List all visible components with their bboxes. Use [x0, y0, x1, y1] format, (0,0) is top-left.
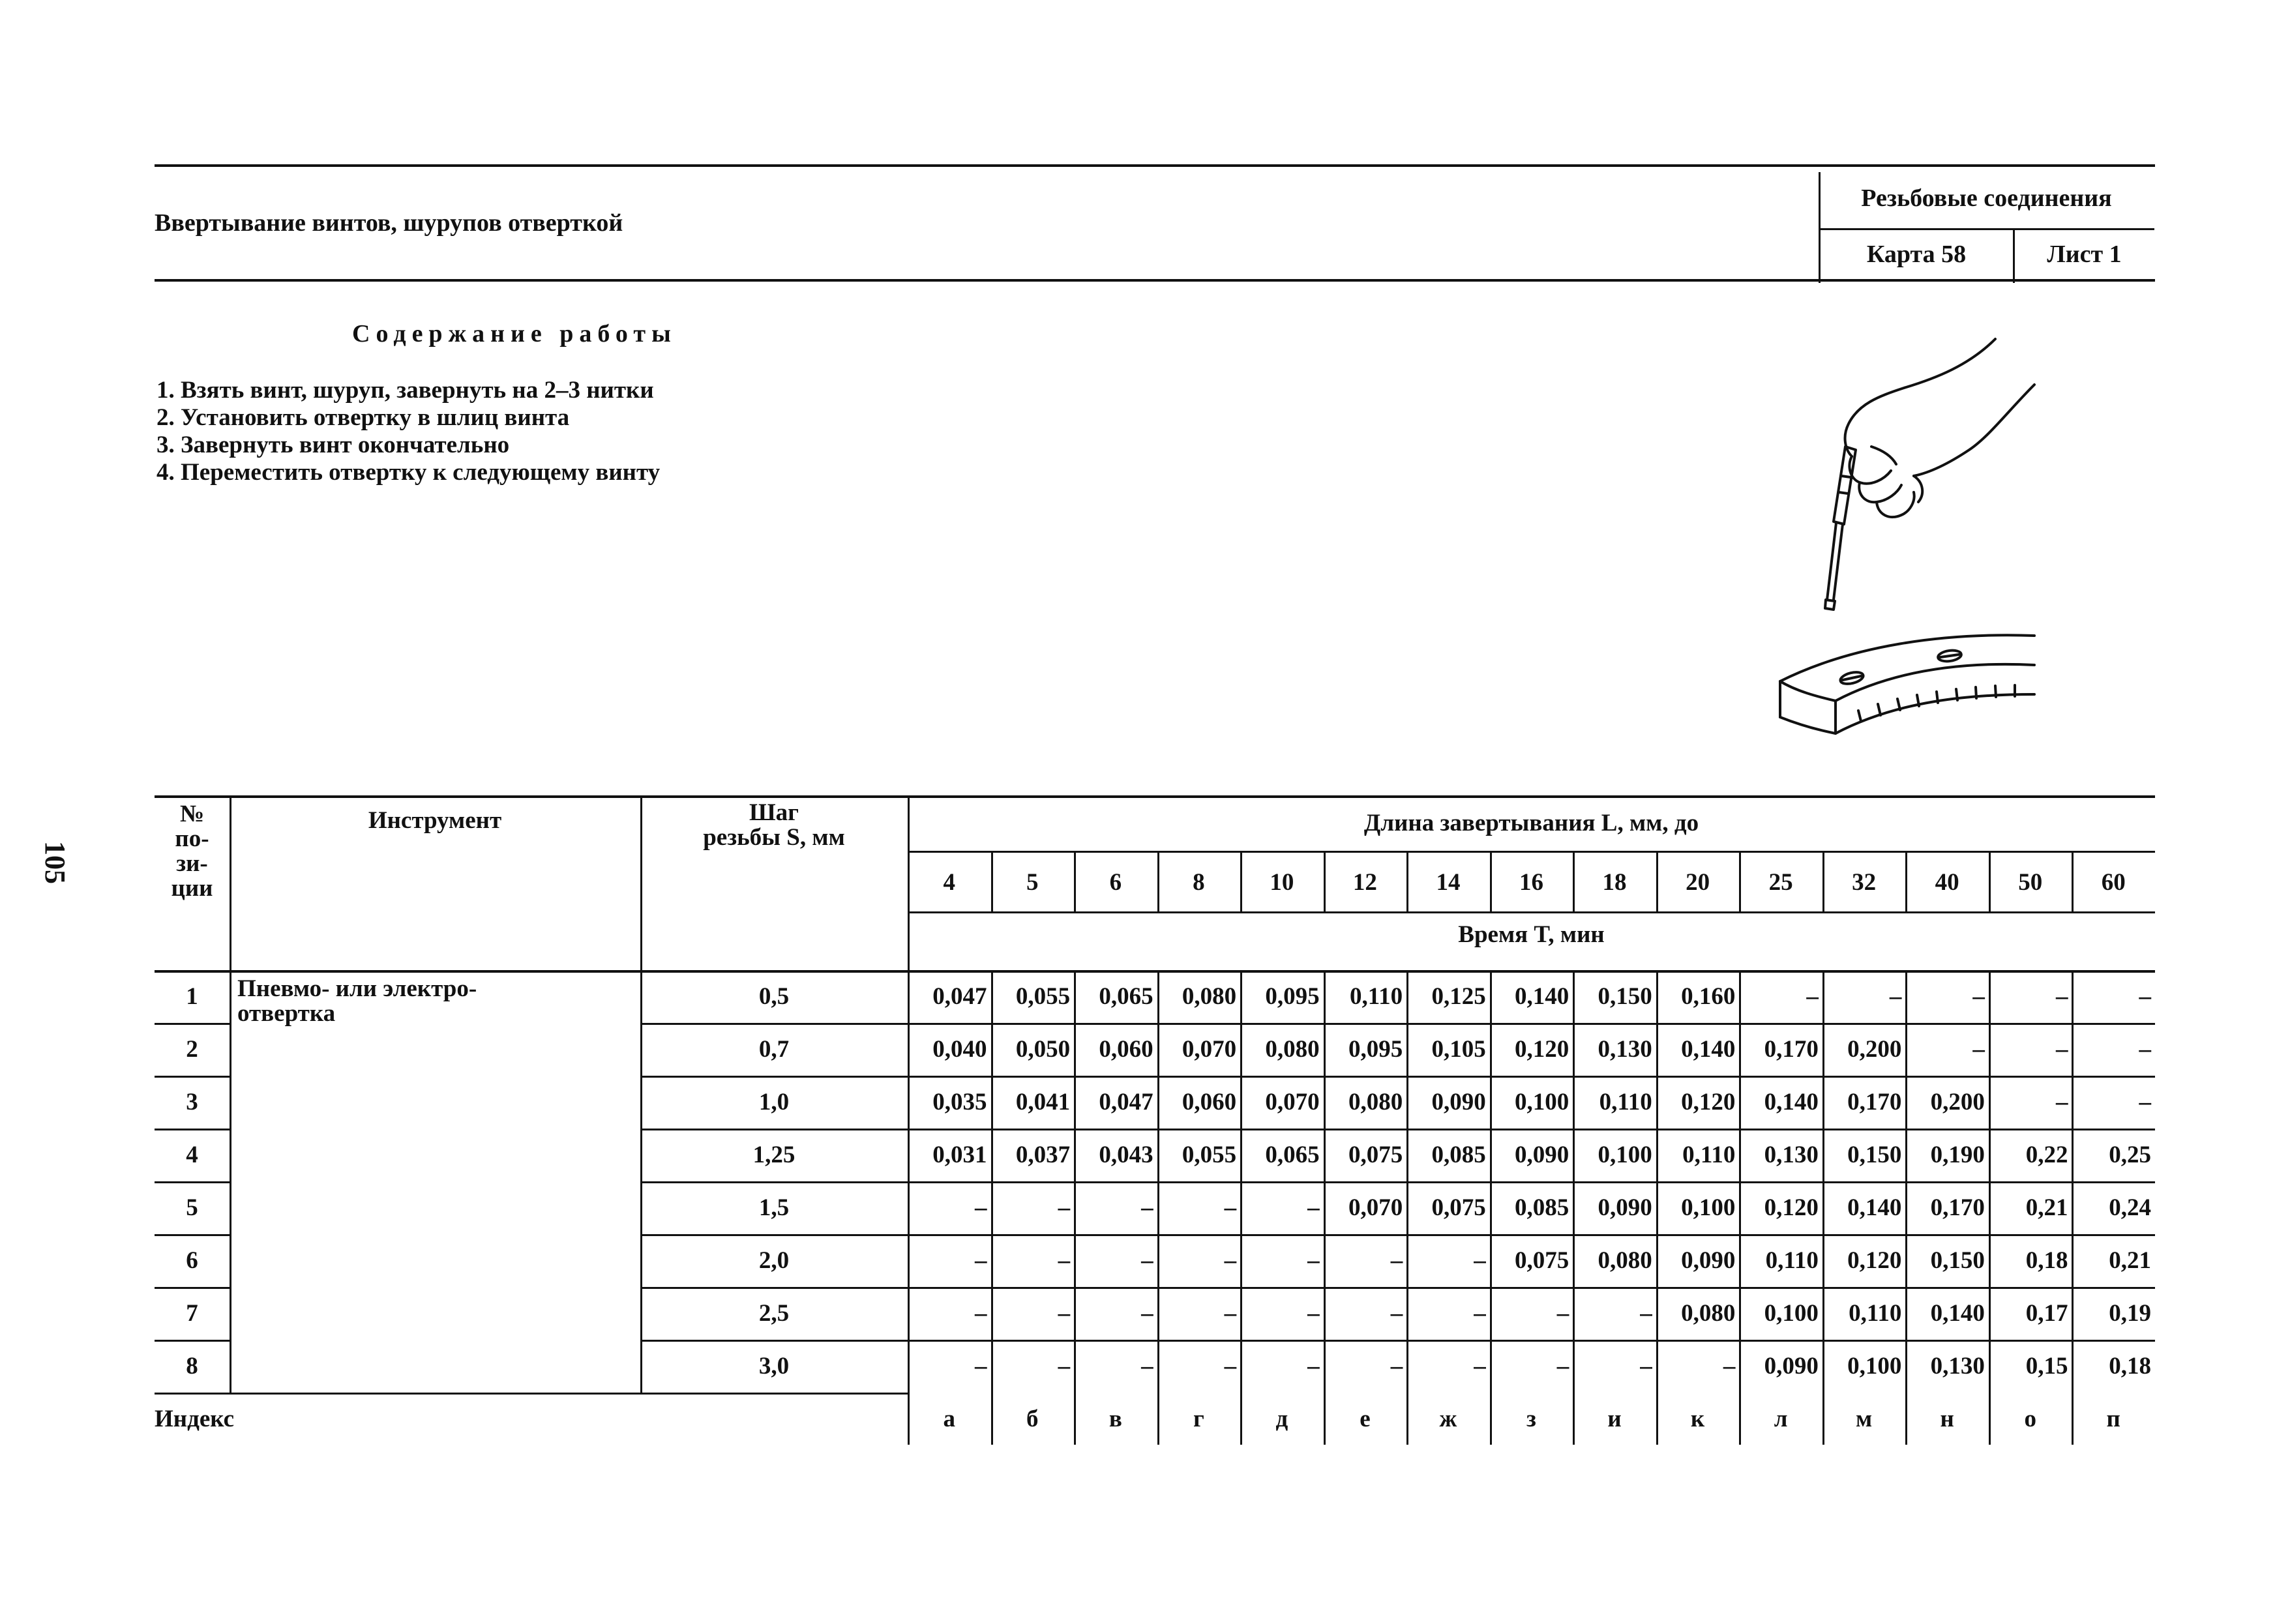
- time-value: –: [1058, 1300, 1071, 1327]
- time-value: 0,055: [1015, 983, 1071, 1010]
- thread-pitch: 1,5: [758, 1194, 790, 1221]
- thread-pitch: 2,0: [758, 1247, 790, 1274]
- time-value: –: [2055, 1089, 2068, 1115]
- time-value: 0,047: [932, 983, 987, 1010]
- pitch-column-header-line: Шаг: [749, 799, 799, 826]
- time-value: 0,21: [2025, 1194, 2068, 1221]
- time-value: –: [2139, 1089, 2151, 1115]
- time-value: 0,120: [1515, 1036, 1569, 1063]
- length-value: 12: [1352, 868, 1377, 896]
- sheet-number: Лист 1: [2047, 241, 2122, 268]
- index-letter: б: [1026, 1405, 1039, 1432]
- time-value: –: [1307, 1247, 1320, 1274]
- time-value: 0,140: [1764, 1089, 1819, 1115]
- time-value: –: [1556, 1300, 1569, 1327]
- time-value: 0,080: [1182, 983, 1237, 1010]
- time-value: 0,170: [1847, 1089, 1902, 1115]
- time-value: 0,140: [1681, 1036, 1736, 1063]
- time-value: –: [1058, 1247, 1071, 1274]
- time-value: –: [1307, 1353, 1320, 1380]
- thread-pitch: 1,0: [758, 1089, 790, 1115]
- time-value: 0,100: [1681, 1194, 1736, 1221]
- thread-pitch: 3,0: [758, 1353, 790, 1380]
- position-column-header-line: по-: [175, 825, 209, 852]
- time-value: –: [1640, 1353, 1652, 1380]
- index-letter: ж: [1439, 1405, 1457, 1432]
- time-value: –: [1474, 1353, 1486, 1380]
- length-value: 40: [1935, 868, 1959, 896]
- time-value: 0,200: [1930, 1089, 1985, 1115]
- card-number: Карта 58: [1866, 241, 1967, 268]
- time-value: 0,17: [2025, 1300, 2068, 1327]
- header-box-mid-rule: [1819, 228, 2154, 230]
- time-value: 0,15: [2025, 1353, 2068, 1380]
- time-value: 0,140: [1515, 983, 1569, 1010]
- time-value: 0,065: [1099, 983, 1153, 1010]
- time-value: –: [1307, 1194, 1320, 1221]
- time-value: 0,140: [1847, 1194, 1902, 1221]
- length-value: 60: [2101, 868, 2126, 896]
- position-number: 3: [186, 1089, 198, 1115]
- time-value: –: [1640, 1300, 1652, 1327]
- time-value: –: [1972, 1036, 1985, 1063]
- time-value: 0,090: [1431, 1089, 1486, 1115]
- index-letter: з: [1526, 1405, 1536, 1432]
- time-value: 0,170: [1930, 1194, 1985, 1221]
- time-value: 0,100: [1847, 1353, 1902, 1380]
- time-value: –: [1806, 983, 1819, 1010]
- time-value: 0,24: [2109, 1194, 2151, 1221]
- time-value: –: [2055, 983, 2068, 1010]
- time-value: 0,075: [1348, 1142, 1403, 1168]
- time-value: 0,080: [1598, 1247, 1652, 1274]
- time-value: 0,070: [1182, 1036, 1237, 1063]
- time-value: –: [2055, 1036, 2068, 1063]
- length-value: 32: [1852, 868, 1877, 896]
- time-value: 0,130: [1930, 1353, 1985, 1380]
- time-value: –: [1474, 1300, 1486, 1327]
- time-value: –: [1390, 1300, 1403, 1327]
- tool-column-header: Инструмент: [368, 806, 502, 834]
- time-value: 0,070: [1348, 1194, 1403, 1221]
- position-number: 6: [186, 1247, 198, 1274]
- time-value: –: [1972, 983, 1985, 1010]
- time-value: 0,190: [1930, 1142, 1985, 1168]
- step-item: 1. Взять винт, шуруп, завернуть на 2–3 нитки: [156, 377, 654, 404]
- steps-list: [156, 377, 660, 486]
- index-letter: о: [2024, 1405, 2036, 1432]
- time-value: –: [1224, 1247, 1237, 1274]
- length-value: 50: [2018, 868, 2043, 896]
- time-value: 0,090: [1764, 1353, 1819, 1380]
- step-item: 2. Установить отвертку в шлиц винта: [156, 404, 570, 431]
- time-value: 0,21: [2109, 1247, 2151, 1274]
- index-letter: п: [2106, 1405, 2120, 1432]
- time-value: 0,110: [1765, 1247, 1819, 1274]
- header-title: Ввертывание винтов, шурупов отверткой: [155, 209, 623, 237]
- time-value: 0,090: [1681, 1247, 1736, 1274]
- time-value: –: [2139, 983, 2151, 1010]
- length-value: 5: [1026, 868, 1039, 896]
- time-value: –: [1141, 1194, 1153, 1221]
- position-number: 8: [186, 1353, 198, 1380]
- time-value: –: [2139, 1036, 2151, 1063]
- position-number: 5: [186, 1194, 198, 1221]
- time-value: 0,25: [2109, 1142, 2151, 1168]
- time-value: 0,075: [1515, 1247, 1569, 1274]
- pitch-column-header: [640, 801, 908, 872]
- time-value: –: [975, 1300, 987, 1327]
- step-item: 3. Завернуть винт окончательно: [156, 432, 510, 458]
- time-value: 0,105: [1431, 1036, 1486, 1063]
- time-value: –: [1224, 1353, 1237, 1380]
- length-value: 4: [943, 868, 956, 896]
- time-value: 0,075: [1431, 1194, 1486, 1221]
- position-number: 7: [186, 1300, 198, 1327]
- time-value: 0,130: [1598, 1036, 1652, 1063]
- pitch-column-header-line: резьбы S, мм: [703, 824, 845, 851]
- time-value: –: [1141, 1353, 1153, 1380]
- position-column-header: [155, 802, 230, 957]
- index-letter: к: [1690, 1405, 1705, 1432]
- length-value: 18: [1602, 868, 1627, 896]
- time-value: 0,040: [932, 1036, 987, 1063]
- time-value: 0,110: [1599, 1089, 1652, 1115]
- pos-column-rule: [230, 795, 231, 1393]
- index-letter: и: [1607, 1405, 1622, 1432]
- time-value: 0,22: [2025, 1142, 2068, 1168]
- position-column-header-line: зи-: [176, 850, 208, 877]
- time-value: 0,095: [1348, 1036, 1403, 1063]
- time-value: 0,19: [2109, 1300, 2151, 1327]
- time-value: 0,060: [1099, 1036, 1153, 1063]
- index-letter: а: [943, 1405, 956, 1432]
- time-value: 0,060: [1182, 1089, 1237, 1115]
- index-letter: л: [1774, 1405, 1788, 1432]
- time-value: 0,100: [1515, 1089, 1569, 1115]
- time-value: 0,095: [1265, 983, 1320, 1010]
- time-value: –: [1058, 1194, 1071, 1221]
- time-value: –: [1889, 983, 1902, 1010]
- time-value: –: [1307, 1300, 1320, 1327]
- time-value: 0,043: [1099, 1142, 1153, 1168]
- time-value: 0,041: [1015, 1089, 1071, 1115]
- index-letter: г: [1193, 1405, 1204, 1432]
- time-value: –: [1224, 1300, 1237, 1327]
- tool-name-line: Пневмо- или электро-: [237, 975, 477, 1002]
- time-value: 0,125: [1431, 983, 1486, 1010]
- length-header: Длина завертывания L, мм, до: [1363, 810, 1699, 836]
- section-name: Резьбовые соединения: [1861, 185, 2112, 212]
- page-number: 105: [39, 841, 71, 884]
- norms-table: [155, 795, 2155, 1480]
- time-value: 0,080: [1681, 1300, 1736, 1327]
- index-letter: д: [1275, 1405, 1288, 1432]
- time-value: 0,18: [2109, 1353, 2151, 1380]
- time-value: 0,18: [2025, 1247, 2068, 1274]
- length-value: 20: [1686, 868, 1710, 896]
- time-value: –: [975, 1247, 987, 1274]
- thread-pitch: 0,7: [758, 1036, 790, 1063]
- time-value: 0,110: [1682, 1142, 1736, 1168]
- header-box: [1819, 172, 2154, 283]
- time-value: 0,120: [1847, 1247, 1902, 1274]
- time-value: 0,047: [1099, 1089, 1153, 1115]
- time-value: 0,080: [1348, 1089, 1403, 1115]
- time-value: –: [975, 1194, 987, 1221]
- time-value: 0,050: [1015, 1036, 1071, 1063]
- index-letter: в: [1108, 1405, 1122, 1432]
- time-value: 0,160: [1681, 983, 1736, 1010]
- length-value: 8: [1193, 868, 1205, 896]
- time-value: 0,100: [1764, 1300, 1819, 1327]
- time-value: 0,065: [1265, 1142, 1320, 1168]
- length-value: 6: [1109, 868, 1122, 896]
- position-number: 1: [186, 983, 198, 1010]
- time-value: –: [1390, 1247, 1403, 1274]
- length-value: 25: [1768, 868, 1793, 896]
- time-value: –: [1723, 1353, 1736, 1380]
- time-value: 0,140: [1930, 1300, 1985, 1327]
- time-value: –: [1141, 1247, 1153, 1274]
- time-value: 0,085: [1515, 1194, 1569, 1221]
- length-value: 10: [1270, 868, 1294, 896]
- index-letter: е: [1360, 1405, 1371, 1432]
- time-value: 0,170: [1764, 1036, 1819, 1063]
- time-value: 0,055: [1182, 1142, 1237, 1168]
- time-value: 0,150: [1930, 1247, 1985, 1274]
- time-value: 0,120: [1764, 1194, 1819, 1221]
- content-heading: Содержание работы: [352, 320, 677, 347]
- time-value: 0,037: [1015, 1142, 1071, 1168]
- time-value: 0,080: [1265, 1036, 1320, 1063]
- time-value: 0,070: [1265, 1089, 1320, 1115]
- length-value: 14: [1436, 868, 1461, 896]
- time-value: 0,085: [1431, 1142, 1486, 1168]
- index-label: Индекс: [155, 1405, 235, 1432]
- position-number: 2: [186, 1036, 198, 1063]
- position-number: 4: [186, 1142, 198, 1168]
- time-value: 0,150: [1847, 1142, 1902, 1168]
- thread-pitch: 2,5: [758, 1300, 790, 1327]
- time-value: –: [1058, 1353, 1071, 1380]
- tool-name: [237, 977, 640, 1035]
- time-value: 0,035: [932, 1089, 987, 1115]
- length-value: 16: [1519, 868, 1543, 896]
- time-value: 0,031: [932, 1142, 987, 1168]
- time-value: 0,090: [1515, 1142, 1569, 1168]
- time-value: –: [1141, 1300, 1153, 1327]
- time-header: Время T, мин: [1458, 921, 1605, 948]
- time-value: –: [1474, 1247, 1486, 1274]
- time-value: –: [1556, 1353, 1569, 1380]
- position-column-header-line: ции: [171, 875, 213, 902]
- time-value: –: [1224, 1194, 1237, 1221]
- time-value: 0,200: [1847, 1036, 1902, 1063]
- tool-name-line: отвертка: [237, 1000, 336, 1027]
- hand-screwdriver-icon: [1774, 326, 2047, 743]
- time-value: 0,110: [1849, 1300, 1902, 1327]
- time-value: –: [975, 1353, 987, 1380]
- time-value: 0,100: [1598, 1142, 1652, 1168]
- step-item: 4. Переместить отвертку к следующему винту: [156, 459, 661, 486]
- thread-pitch: 1,25: [752, 1142, 796, 1168]
- index-letter: н: [1940, 1405, 1954, 1432]
- time-value: –: [1390, 1353, 1403, 1380]
- time-value: 0,090: [1598, 1194, 1652, 1221]
- time-value: 0,150: [1598, 983, 1652, 1010]
- time-value: 0,110: [1349, 983, 1403, 1010]
- header-top-rule: [155, 164, 2155, 167]
- time-value: 0,120: [1681, 1089, 1736, 1115]
- time-value: 0,130: [1764, 1142, 1819, 1168]
- index-letter: м: [1856, 1405, 1873, 1432]
- position-column-header-line: №: [179, 801, 205, 827]
- thread-pitch: 0,5: [758, 983, 790, 1010]
